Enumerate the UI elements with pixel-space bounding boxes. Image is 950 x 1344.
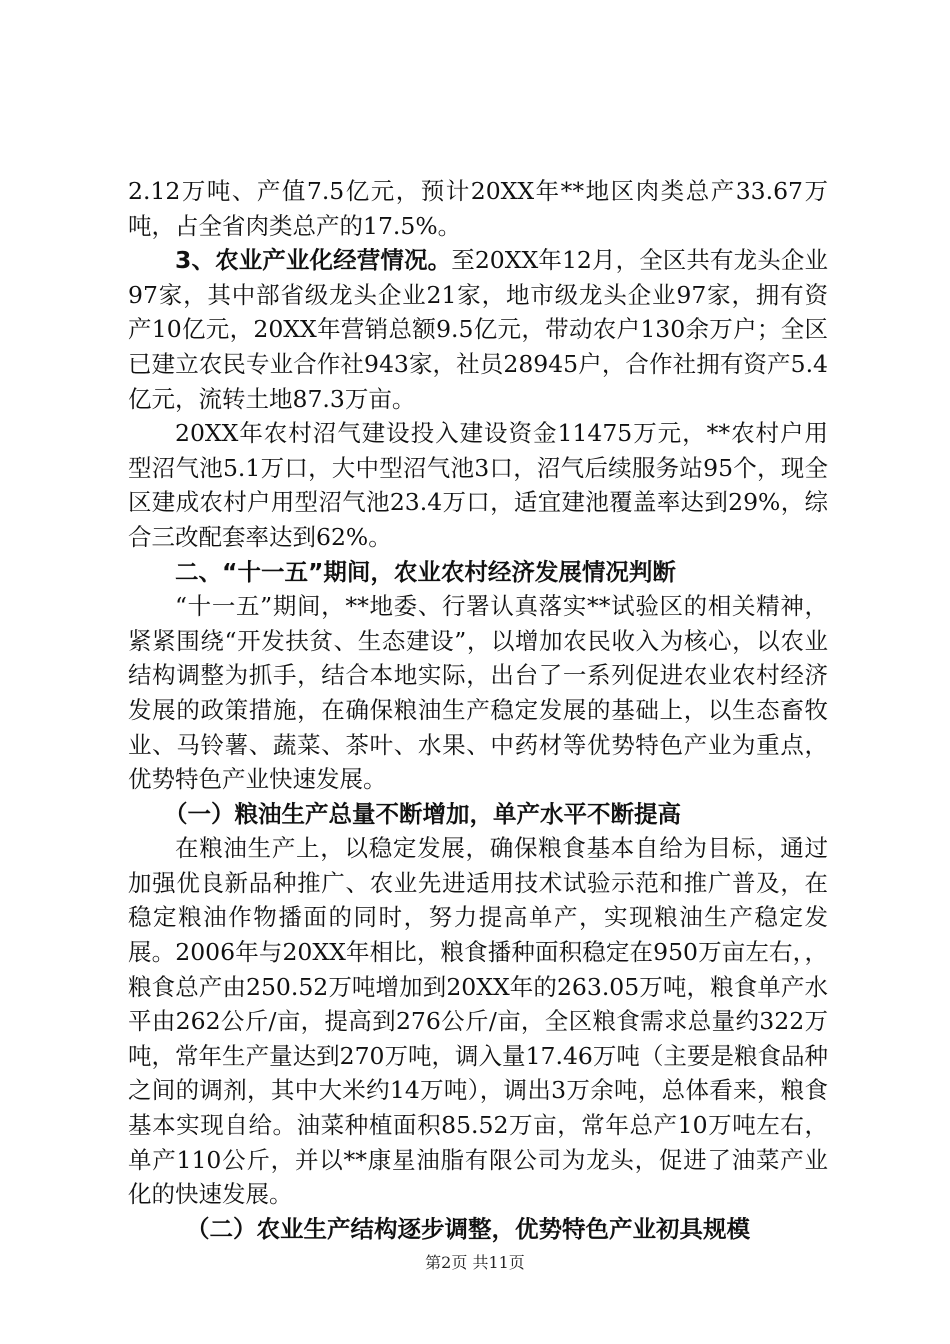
section-heading-2: 二、“十一五”期间，农业农村经济发展情况判断 [175,557,676,586]
paragraph-grain-oil: 在粮油生产上，以稳定发展，确保粮食基本自给为目标，通过加强优良新品种推广、农业先进适用技术试验示范和推广普及，在稳定粮油作物播面的同时，努力提高单产，实现粮油生产稳定发展。2006年与20XX年相比，粮食播种面积稳定在950万亩左右，，粮食总产由250.52万吨增加到20XX年的263.05万吨，粮食单产水平由262公斤/亩，提高到276公斤/亩，全区粮食需求总量约322万吨，常年生产量达到270万吨，调入量17.46万吨（主要是粮食品种之间的调剂，其中大米约14万吨），调出3万余吨，总体看来，粮食基本实现自给。油菜种植面积85.52万亩，常年总产10万吨左右，单产110公斤，并以**康星油脂有限公司为龙头，促进了油菜产业化的快速发展。 [128,834,828,1209]
paragraph-biogas: 20XX年农村沼气建设投入建设资金11475万元，**农村户用型沼气池5.1万口，大中型沼气池3口，沼气后续服务站95个，现全区建成农村户用型沼气池23.4万口，适宜建池覆盖率达到29%，综合三改配套率达到62%。 [128,419,828,551]
paragraph-overview: “十一五”期间，**地委、行署认真落实**试验区的相关精神，紧紧围绕“开发扶贫、生态建设”，以增加农民收入为核心，以农业结构调整为抓手，结合本地实际，出台了一系列促进农业农村经济发展的政策措施，在确保粮油生产稳定发展的基础上，以生态畜牧业、马铃薯、蔬菜、茶叶、水果、中药材等优势特色产业为重点，优势特色产业快速发展。 [128,592,828,794]
paragraph-industrialization [128,243,828,416]
page-footer: 第2页 共11页 [425,1253,525,1272]
document-body [128,174,828,1246]
paragraph-livestock: 2.12万吨、产值7.5亿元，预计20XX年**地区肉类总产33.67万吨，占全省肉类总产的17.5%。 [128,177,828,240]
subsection-heading-2: （二）农业生产结构逐步调整，优势特色产业初具规模 [186,1214,750,1243]
subsection-heading-1: （一）粮油生产总量不断增加，单产水平不断提高 [164,799,681,828]
section-label-industrialization: 3、农业产业化经营情况。 [175,246,452,275]
paragraph-industrialization-text: 至20XX年12月，全区共有龙头企业97家，其中部省级龙头企业21家，地市级龙头企业97家，拥有资产10亿元，20XX年营销总额9.5亿元，带动农户130余万户；全区已建立农民专业合作社943家，社员28945户，合作社拥有资产5.4亿元，流转土地87.3万亩。 [128,246,828,413]
